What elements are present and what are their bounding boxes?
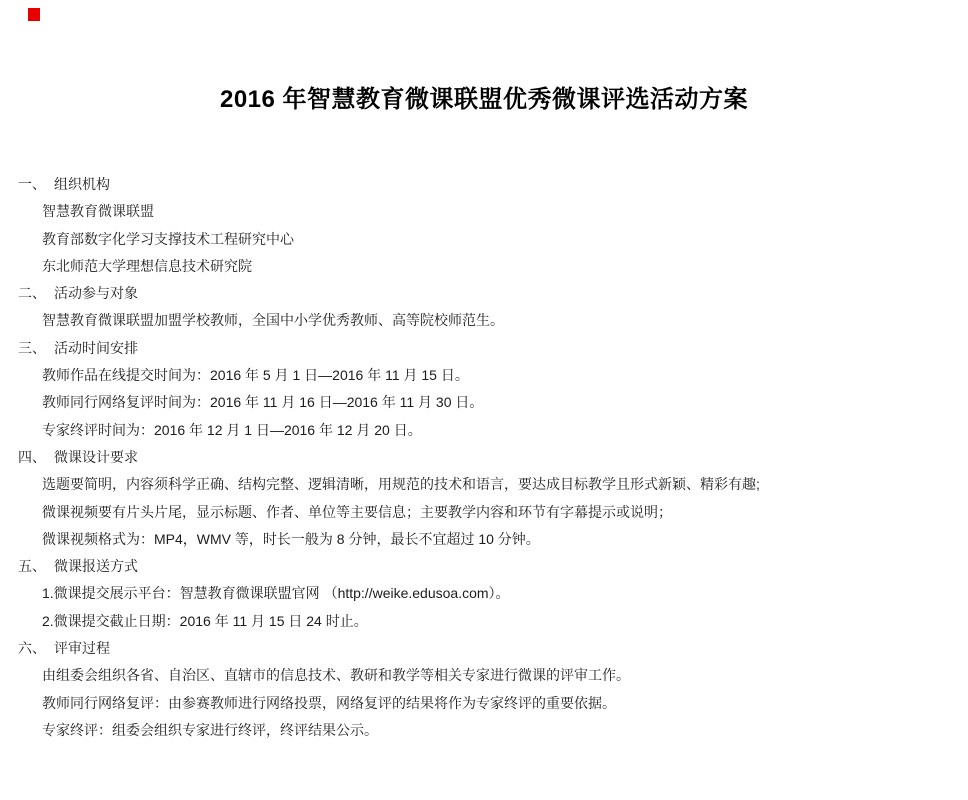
document-title: 2016 年智慧教育微课联盟优秀微课评选活动方案 <box>219 86 749 113</box>
paragraph-line: 专家终评：组委会组织专家进行终评，终评结果公示。 <box>42 721 378 738</box>
section-title: 组织机构 <box>54 176 110 192</box>
document-body <box>18 171 964 744</box>
section-heading <box>18 553 964 580</box>
section-heading <box>18 280 964 307</box>
section-title: 微课报送方式 <box>54 558 138 575</box>
section-number: 二、 <box>18 285 46 302</box>
paragraph-line: 选题要简明，内容须科学正确、结构完整、逻辑清晰，用规范的技术和语言，要达成目标教学且形式新颖、精彩有趣; <box>42 476 760 493</box>
paragraph-line: 2.微课提交截止日期：2016 年 11 月 15 日 24 时止。 <box>42 612 368 629</box>
section-heading <box>18 335 964 362</box>
paragraph-line: 1.微课提交展示平台：智慧教育微课联盟官网 （http://weike.edusoa.com）。 <box>42 585 510 602</box>
section-number: 五、 <box>18 558 46 575</box>
paragraph-line: 教师作品在线提交时间为：2016 年 5 月 1 日—2016 年 11 月 15 日。 <box>42 367 469 384</box>
paragraph-line: 专家终评时间为：2016 年 12 月 1 日—2016 年 12 月 20 日。 <box>42 421 422 438</box>
red-flag-marker <box>28 8 40 21</box>
section-number: 三、 <box>18 339 46 356</box>
paragraph-line: 教育部数字化学习支撑技术工程研究中心 <box>42 230 294 247</box>
section-heading <box>18 171 964 198</box>
paragraph-line: 微课视频要有片头片尾，显示标题、作者、单位等主要信息；主要教学内容和环节有字幕提示或说明； <box>42 503 672 520</box>
paragraph-line: 智慧教育微课联盟加盟学校教师，全国中小学优秀教师、高等院校师范生。 <box>42 312 504 329</box>
section-number: 六、 <box>18 640 46 657</box>
section-title: 评审过程 <box>54 640 110 657</box>
section-heading <box>18 444 964 471</box>
section-heading <box>18 635 964 662</box>
paragraph-line: 东北师范大学理想信息技术研究院 <box>42 257 252 274</box>
section-number: 一、 <box>18 176 46 192</box>
section-title: 微课设计要求 <box>54 448 138 465</box>
paragraph-line: 教师同行网络复评时间为：2016 年 11 月 16 日—2016 年 11 月 30 日。 <box>42 394 484 411</box>
section-number: 四、 <box>18 448 46 465</box>
paragraph-line: 教师同行网络复评：由参赛教师进行网络投票，网络复评的结果将作为专家终评的重要依据。 <box>42 694 616 711</box>
section-title: 活动时间安排 <box>54 339 138 356</box>
paragraph-line: 微课视频格式为：MP4，WMV 等，时长一般为 8 分钟，最长不宜超过 10 分钟。 <box>42 530 540 547</box>
section-title: 活动参与对象 <box>54 285 138 302</box>
paragraph-line: 智慧教育微课联盟 <box>42 203 154 220</box>
paragraph-line: 由组委会组织各省、自治区、直辖市的信息技术、教研和教学等相关专家进行微课的评审工作。 <box>42 667 630 684</box>
